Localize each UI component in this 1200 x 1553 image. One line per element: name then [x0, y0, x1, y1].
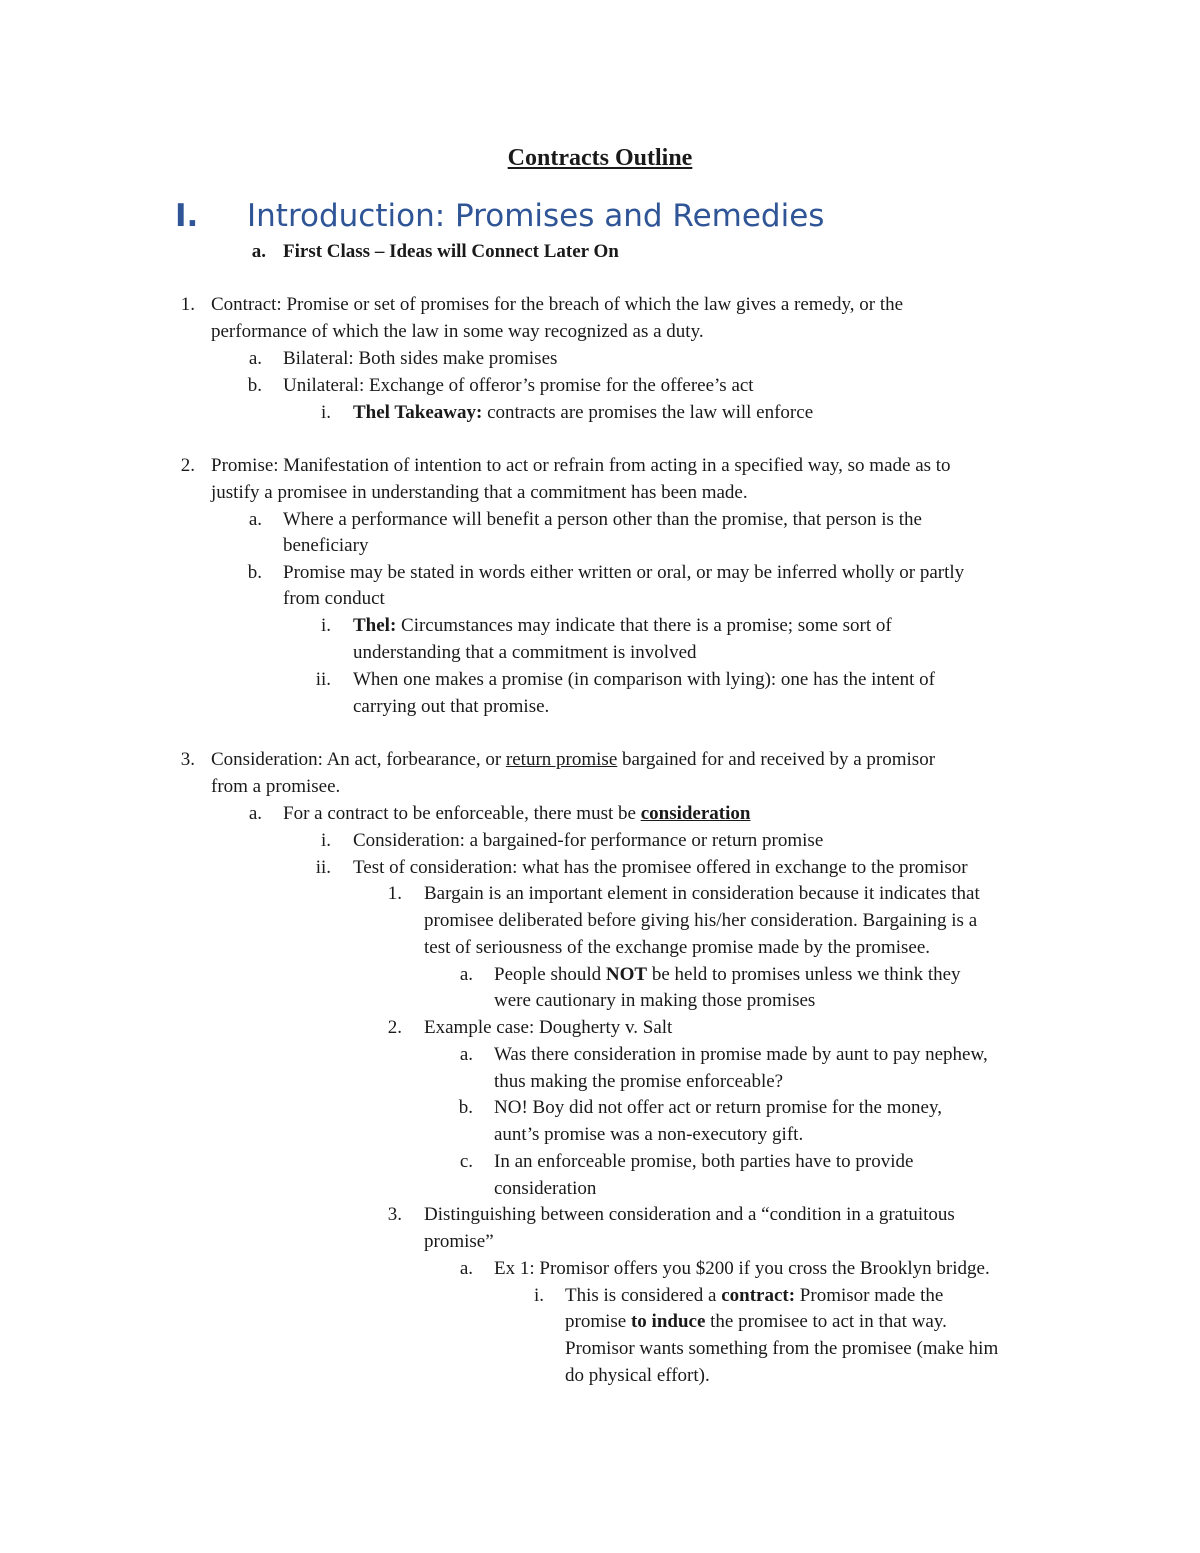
item-label: a. [459, 1044, 473, 1065]
item-text-continued: from conduct [283, 588, 385, 609]
item-text-continued: performance of which the law in some way recognized as a duty. [211, 321, 704, 342]
section-title: Introduction: Promises and Remedies [247, 198, 825, 234]
item-text: Bilateral: Both sides make promises [283, 348, 558, 369]
item-pre-text: People should [494, 964, 606, 985]
item-pre-text: This is considered a [565, 1285, 722, 1306]
item-label: 3. [387, 1204, 402, 1225]
item-text: When one makes a promise (in comparison with lying): one has the intent of [353, 669, 935, 690]
item-text [283, 801, 750, 827]
item-label: ii. [315, 669, 331, 690]
item-text-continued: aunt’s promise was a non-executory gift. [494, 1124, 804, 1145]
item-label: b. [247, 375, 262, 396]
item-bold-underlined-text: consideration [640, 803, 751, 824]
item-label: 2. [180, 455, 195, 476]
item-text: Unilateral: Exchange of offeror’s promise for the offeree’s act [283, 375, 754, 396]
item-label: 2. [387, 1017, 402, 1038]
item-label: a. [459, 1258, 473, 1279]
item-text-continued: from a promisee. [211, 776, 341, 797]
item-bold-text: Thel Takeaway: [353, 402, 483, 423]
item-bold-text: contract: [721, 1285, 796, 1306]
item-pre-text: Consideration: An act, forbearance, or [211, 749, 506, 770]
item-text-continued: promisee deliberated before giving his/her consideration. Bargaining is a [424, 910, 978, 931]
item-text [494, 962, 961, 988]
item-text-continued: beneficiary [283, 535, 369, 556]
item-text: Distinguishing between consideration and a “condition in a gratuitous [424, 1204, 955, 1225]
item-post-text: Promisor made the [795, 1285, 944, 1306]
item-text [211, 747, 935, 773]
item-text [353, 613, 892, 639]
item-label: i. [320, 402, 331, 423]
item-text: Promise: Manifestation of intention to act or refrain from acting in a specified way, so made as to [211, 455, 951, 476]
item-bold-text: NOT [605, 964, 648, 985]
item-label: a. [459, 964, 473, 985]
item-underlined-text: return promise [505, 749, 618, 770]
item-label: b. [247, 562, 262, 583]
item-text-continued: promise” [424, 1231, 494, 1252]
item-text [565, 1283, 943, 1309]
item-label: i. [533, 1285, 544, 1306]
item-text-continued: justify a promisee in understanding that a commitment has been made. [211, 482, 748, 503]
item-text: Bargain is an important element in consideration because it indicates that [424, 883, 980, 904]
item-text: Consideration: a bargained-for performance or return promise [353, 830, 824, 851]
item-rest-text: contracts are promises the law will enforce [482, 402, 814, 423]
item-label: 1. [387, 883, 402, 904]
item-text: In an enforceable promise, both parties have to provide [494, 1151, 914, 1172]
item-label: a. [248, 348, 262, 369]
document-title: Contracts Outline [507, 145, 693, 171]
section-heading [175, 196, 824, 236]
item-post-text: bargained for and received by a promisor [617, 749, 936, 770]
item-text-continued: carrying out that promise. [353, 696, 550, 717]
item-label: a. [248, 803, 262, 824]
item-label: a. [248, 509, 262, 530]
item-text: NO! Boy did not offer act or return promise for the money, [494, 1097, 942, 1118]
item-label: b. [458, 1097, 473, 1118]
item-text [353, 400, 813, 426]
subheading-text: First Class – Ideas will Connect Later On [283, 241, 619, 262]
item-label: ii. [315, 857, 331, 878]
subheading-label: a. [251, 241, 266, 262]
section-number: I. [175, 198, 199, 234]
item-text: Promise may be stated in words either written or oral, or may be inferred wholly or partly [283, 562, 965, 583]
item-text: Ex 1: Promisor offers you $200 if you cross the Brooklyn bridge. [494, 1258, 990, 1279]
item-label: 3. [180, 749, 195, 770]
item-bold-text: to induce [630, 1311, 706, 1332]
item-text-continued: consideration [494, 1178, 597, 1199]
item-label: 1. [180, 294, 195, 315]
item-post-text: the promisee to act in that way. [705, 1311, 947, 1332]
item-text: Contract: Promise or set of promises for the breach of which the law gives a remedy, or the [211, 294, 904, 315]
item-text-continued: were cautionary in making those promises [494, 990, 816, 1011]
item-label: c. [459, 1151, 473, 1172]
item-bold-text: Thel: [353, 615, 397, 636]
item-label: i. [320, 615, 331, 636]
item-text: Was there consideration in promise made by aunt to pay nephew, [494, 1044, 988, 1065]
item-text-continued: understanding that a commitment is involved [353, 642, 697, 663]
item-text-continued: thus making the promise enforceable? [494, 1071, 784, 1092]
item-text-continued: Promisor wants something from the promisee (make him [565, 1338, 999, 1359]
item-text-continued: test of seriousness of the exchange promise made by the promisee. [424, 937, 930, 958]
item-text: Where a performance will benefit a person other than the promise, that person is the [283, 509, 922, 530]
item-text: Example case: Dougherty v. Salt [424, 1017, 673, 1038]
item-post-text: be held to promises unless we think they [647, 964, 961, 985]
item-pre-text: promise [565, 1311, 631, 1332]
item-label: i. [320, 830, 331, 851]
item-text: Test of consideration: what has the promisee offered in exchange to the promisor [353, 857, 968, 878]
item-rest-text: Circumstances may indicate that there is a promise; some sort of [396, 615, 892, 636]
item-pre-text: For a contract to be enforceable, there must be [283, 803, 641, 824]
item-text-continued: do physical effort). [565, 1365, 710, 1386]
item-text-continued [565, 1309, 947, 1335]
